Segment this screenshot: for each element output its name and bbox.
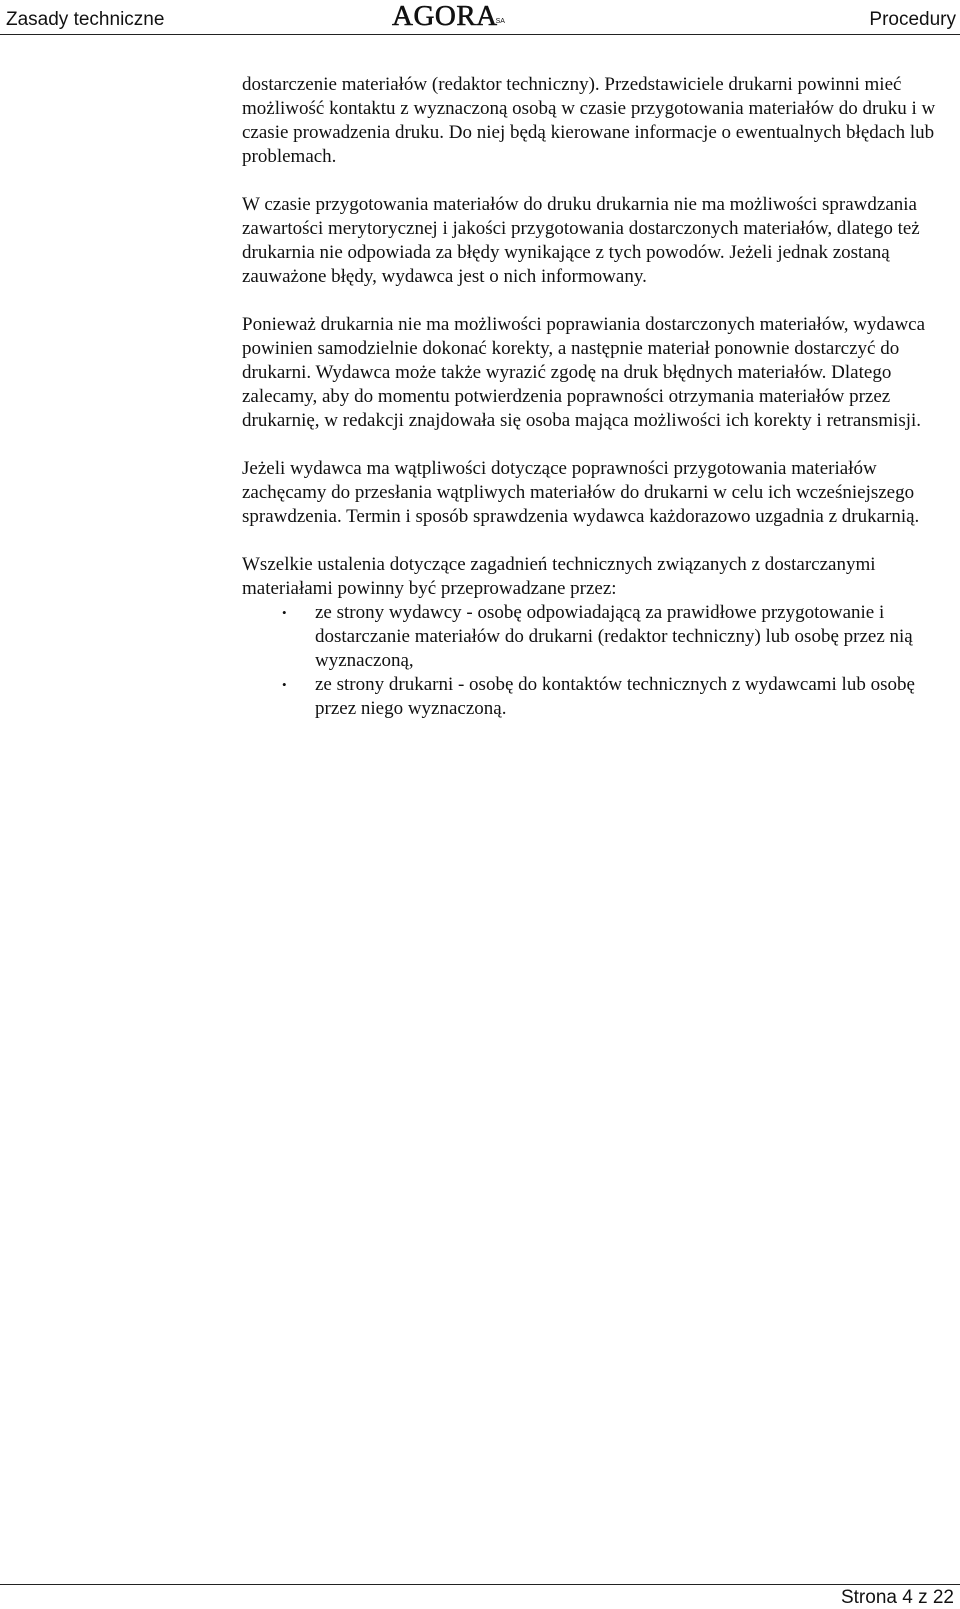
logo-suffix: SA xyxy=(495,18,505,25)
logo-wordmark: AGORA xyxy=(392,0,498,32)
bullet-icon: • xyxy=(282,677,287,692)
header-divider xyxy=(0,34,960,35)
header-category: Procedury xyxy=(869,9,956,30)
list-item-text: ze strony wydawcy - osobę odpowiadającą za prawidłowe przygotowanie i dostarczanie materiałów do drukarni (redaktor techniczny) lub osobę przez nią wyznaczoną, xyxy=(315,602,913,671)
paragraph-5: Wszelkie ustalenia dotyczące zagadnień technicznych związanych z dostarczanymi materiałami powinny być przeprowadzane przez: xyxy=(242,554,876,599)
list-item-text: ze strony drukarni - osobę do kontaktów technicznych z wydawcami lub osobę przez niego wyznaczoną. xyxy=(315,674,915,719)
page-number: Strona 4 z 22 xyxy=(840,1587,954,1608)
paragraph-1: dostarczenie materiałów (redaktor techniczny). Przedstawiciele drukarni powinni mieć możliwość kontaktu z wyznaczoną osobą w czasie przygotowania materiałów do druku i w czasie prowadzenia druku. Do niej będą kierowane informacje o ewentualnych błędach lub problemach. xyxy=(242,74,936,167)
list-item xyxy=(242,601,947,673)
paragraph-4: Jeżeli wydawca ma wątpliwości dotyczące poprawności przygotowania materiałów zachęcamy do przesłania wątpliwych materiałów do drukarni w celu ich wcześniejszego sprawdzenia. Termin i sposób sprawdzenia wydawca każdorazowo uzgadnia z drukarnią. xyxy=(242,458,920,527)
paragraph-2: W czasie przygotowania materiałów do druku drukarnia nie ma możliwości sprawdzania zawartości merytorycznej i jakości przygotowania dostarczonych materiałów, dlatego też drukarnia nie odpowiada za błędy wynikające z tych powodów. Jeżeli jednak zostaną zauważone błędy, wydawca jest o nich informowany. xyxy=(242,194,920,287)
page-header xyxy=(0,0,960,40)
list-item xyxy=(242,673,947,721)
header-section-title: Zasady techniczne xyxy=(6,9,165,30)
bullet-icon: • xyxy=(282,605,287,620)
footer-divider xyxy=(0,1584,960,1585)
paragraph-3: Ponieważ drukarnia nie ma możliwości poprawiania dostarczonych materiałów, wydawca powinien samodzielnie dokonać korekty, a następnie materiał ponownie dostarczyć do drukarni. Wydawca może także wyrazić zgodę na druk błędnych materiałów. Dlatego zalecamy, aby do momentu potwierdzenia poprawności otrzymania materiałów przez drukarnię, w redakcji znajdowała się osoba mająca możliwości ich korekty i retransmisji. xyxy=(242,314,926,431)
contact-list xyxy=(242,601,947,721)
document-body xyxy=(242,73,947,721)
agora-logo xyxy=(392,0,505,32)
